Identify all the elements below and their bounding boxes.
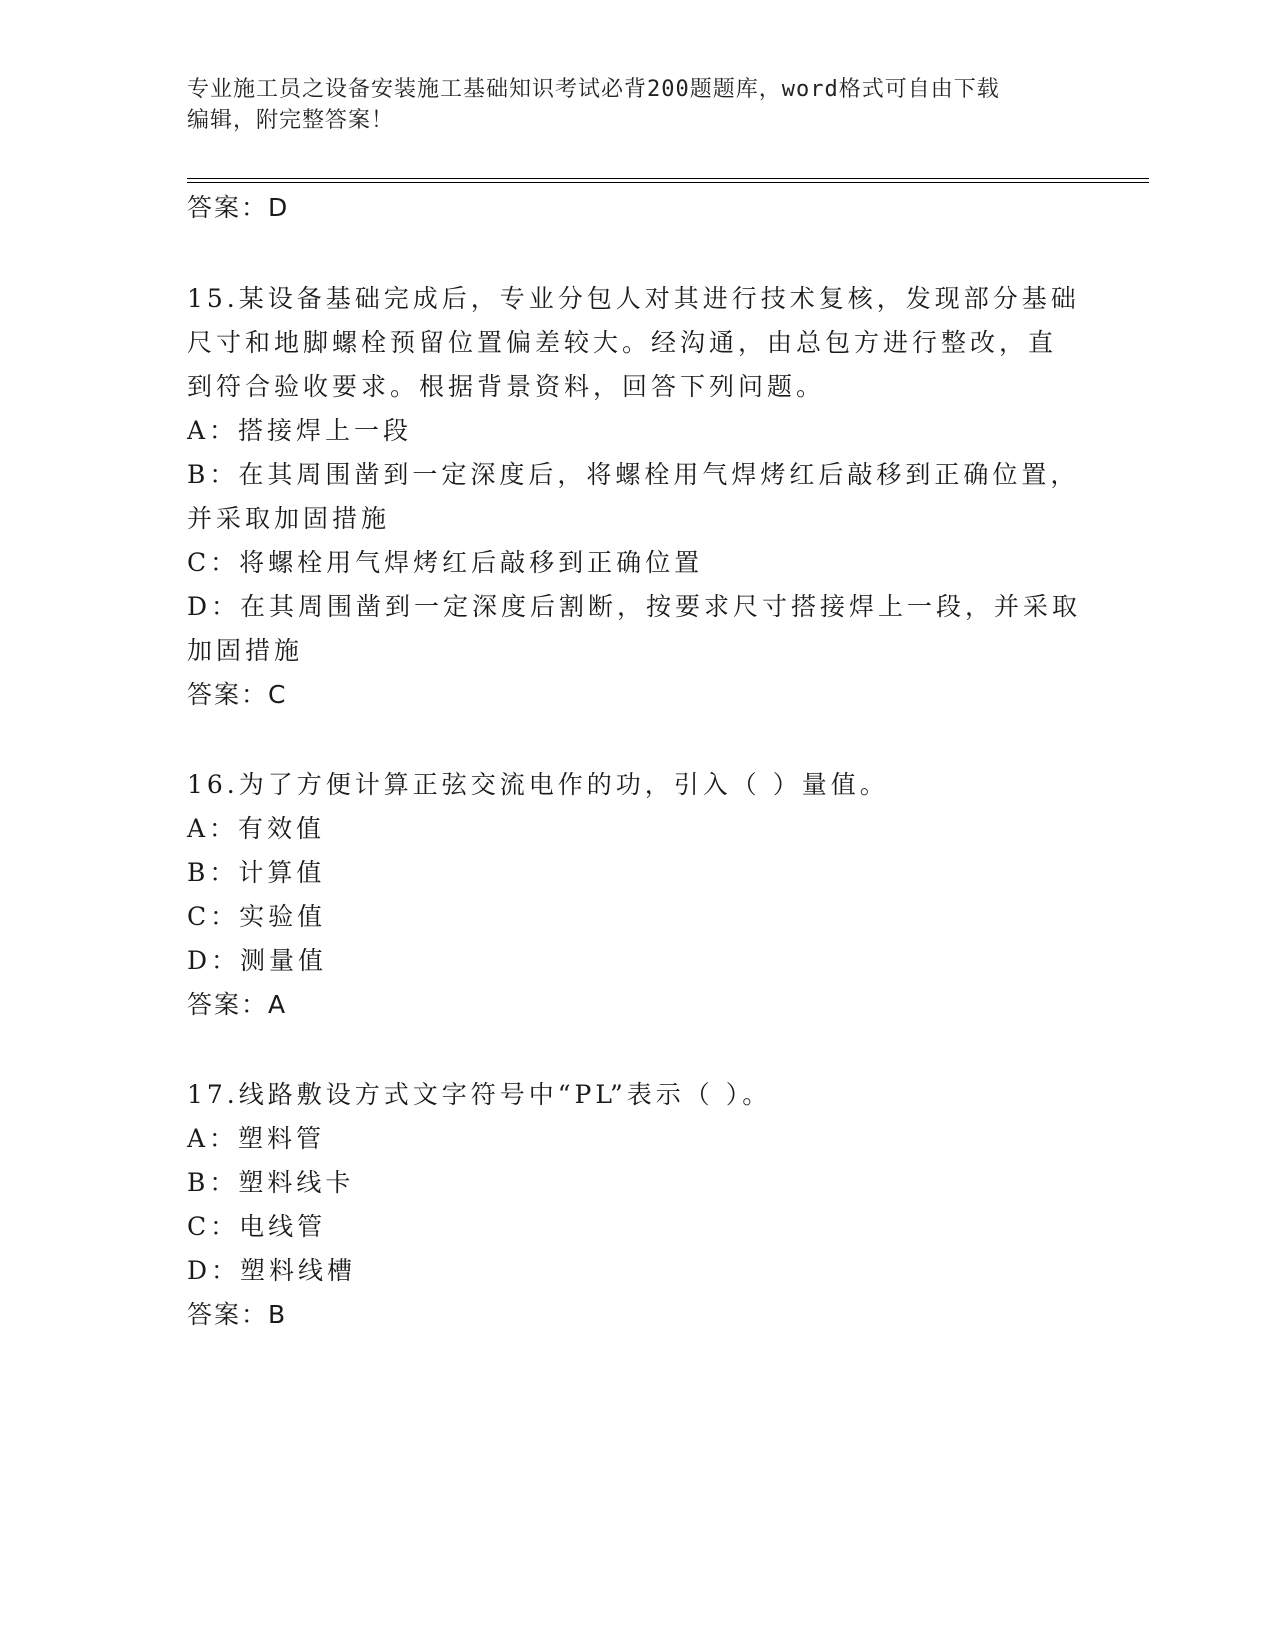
question-15-option-b-line-2: 并采取加固措施: [187, 504, 391, 533]
previous-answer: 答案：D: [187, 193, 290, 222]
question-15-line-2: 尺寸和地脚螺栓预留位置偏差较大。经沟通，由总包方进行整改，直: [187, 328, 1058, 357]
question-15-option-d-line-1: D：在其周围凿到一定深度后割断，按要求尺寸搭接焊上一段，并采取: [187, 592, 1082, 621]
question-16-option-c: C：实验值: [187, 902, 327, 931]
document-header: [187, 74, 1067, 136]
question-17-option-c: C：电线管: [187, 1212, 327, 1241]
question-17-answer: 答案：B: [187, 1300, 288, 1329]
header-divider-top: [187, 178, 1149, 179]
question-15-option-b-line-1: B：在其周围凿到一定深度后，将螺栓用气焊烤红后敲移到正确位置，: [187, 460, 1080, 489]
question-17-line-1: 17.线路敷设方式文字符号中“PL”表示（ ）。: [187, 1080, 772, 1109]
question-15-option-a: A：搭接焊上一段: [187, 416, 413, 445]
question-17-option-b: B：塑料线卡: [187, 1168, 355, 1197]
question-15-option-d-line-2: 加固措施: [187, 636, 304, 665]
question-16-answer: 答案：A: [187, 990, 288, 1019]
question-15-option-c: C：将螺栓用气焊烤红后敲移到正确位置: [187, 548, 704, 577]
question-17-option-d: D：塑料线槽: [187, 1256, 357, 1285]
question-15-answer: 答案：C: [187, 680, 288, 709]
question-16-option-d: D：测量值: [187, 946, 328, 975]
question-16-line-1: 16.为了方便计算正弦交流电作的功，引入（ ）量值。: [187, 770, 889, 799]
header-line-2: 编辑，附完整答案！: [187, 108, 395, 133]
question-17-option-a: A：塑料管: [187, 1124, 326, 1153]
question-16-option-a: A：有效值: [187, 814, 326, 843]
header-line-1: 专业施工员之设备安装施工基础知识考试必背200题题库，word格式可自由下载: [187, 77, 1000, 102]
header-divider-bottom: [187, 182, 1149, 183]
question-16-option-b: B：计算值: [187, 858, 326, 887]
question-15-line-1: 15.某设备基础完成后，专业分包人对其进行技术复核，发现部分基础: [187, 284, 1080, 313]
question-15-line-3: 到符合验收要求。根据背景资料，回答下列问题。: [187, 372, 826, 401]
